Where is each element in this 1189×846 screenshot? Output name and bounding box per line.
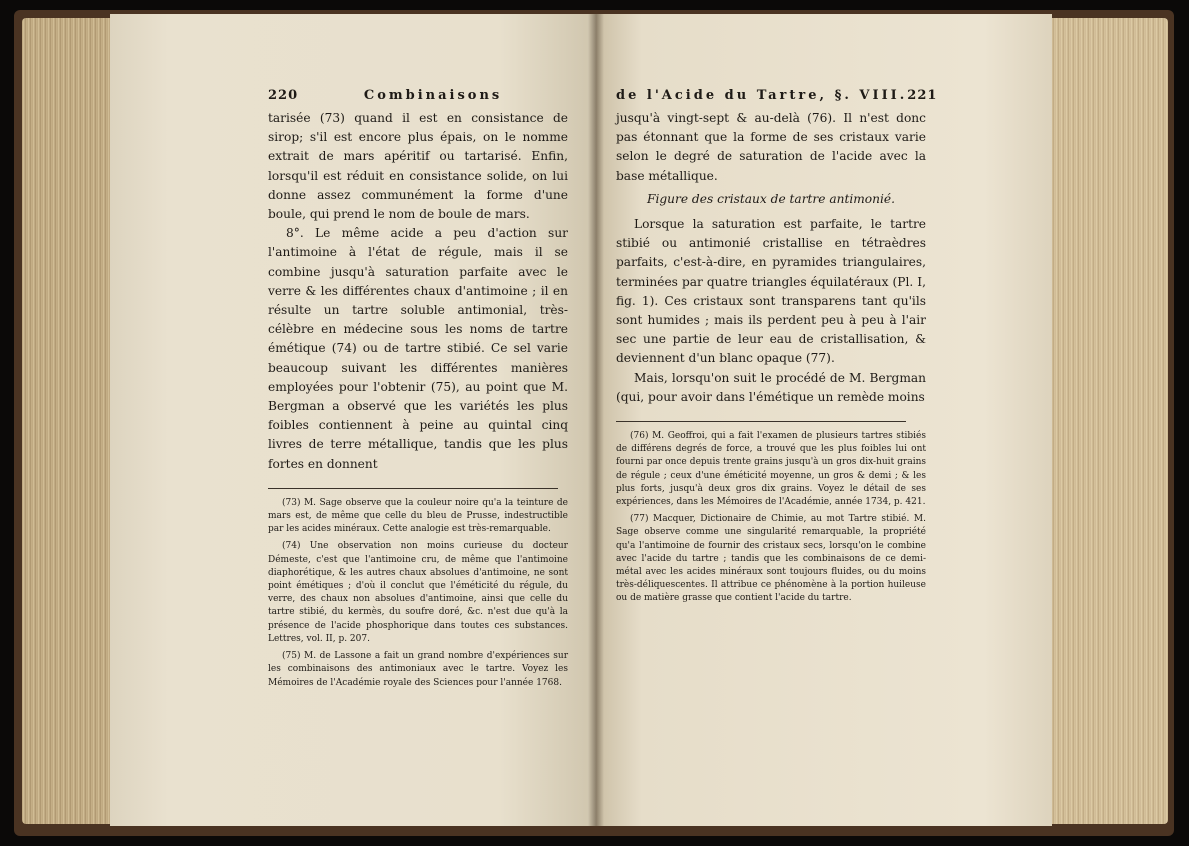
book-gutter: [588, 14, 604, 826]
left-running-head: [268, 88, 568, 103]
left-page-number: 220: [268, 88, 299, 103]
footnote-76: (76) M. Geoffroi, qui a fait l'examen de plusieurs tartres stibiés de différens degrés de force, a trouvé que les plus foibles lui ont fourni par once depuis trente grains jusqu'à un gros dix-huit grains de régule ; ceux d'une éméticité moyenne, un gros & demi ; & les plus forts, jusqu'à deux gros dix grains. Voyez le détail de ses expériences, dans les Mémoires de l'Académie, année 1734, p. 421.: [616, 431, 926, 508]
right-footnotes: [616, 430, 926, 606]
footnote-74: (74) Une observation non moins curieuse du docteur Démeste, c'est que l'antimoine cru, de même que l'antimoine diaphorétique, & les autres chaux absolues d'antimoine, ne sont point émétiques ; d'où il conclut que l'éméticité du régule, du verre, des chaux non absolues d'antimoine, ainsi que celle du tartre stibié, du kermès, du soufre doré, &c. n'est due qu'à la présence de l'acide phosphorique dans toutes ces substances. Lettres, vol. II, p. 207.: [268, 541, 568, 644]
left-footnotes: [268, 497, 568, 690]
right-page-number: 221: [907, 88, 938, 103]
right-running-title: de l'Acide du Tartre, §. VIII.: [616, 88, 908, 103]
right-text-block: [616, 88, 938, 610]
page-edges-left: [22, 18, 117, 824]
right-paragraph-2: Lorsque la saturation est parfaite, le tartre stibié ou antimonié cristallise en tétraèdres parfaits, c'est-à-dire, en pyramides triangulaires, terminées par quatre triangles équilatéraux (Pl. I, fig. 1). Ces cristaux sont transparens tant qu'ils sont humides ; mais ils perdent peu à peu à l'air sec une partie de leur eau de cristallisation, & deviennent d'un blanc opaque (77).: [616, 217, 926, 366]
right-footnote-rule: [616, 421, 906, 422]
left-body: [268, 109, 568, 474]
right-paragraph-1: jusqu'à vingt-sept & au-delà (76). Il n'est donc pas étonnant que la forme de ses cristaux varie selon le degré de saturation de l'acide avec la base métallique.: [616, 111, 926, 183]
left-text-block: [268, 88, 568, 694]
footnote-73: (73) M. Sage observe que la couleur noire qu'a la teinture de mars est, de même que celle du bleu de Prusse, indestructible par les acides minéraux. Cette analogie est très-remarquable.: [268, 497, 568, 535]
footnote-75: (75) M. de Lassone a fait un grand nombre d'expériences sur les combinaisons des antimoniaux avec le tartre. Voyez les Mémoires de l'Académie royale des Sciences pour l'année 1768.: [268, 651, 568, 688]
footnote-77: (77) Macquer, Dictionaire de Chimie, au mot Tartre stibié. M. Sage observe comme une singularité remarquable, la propriété qu'a l'antimoine de fournir des cristaux secs, lorsqu'on le combine avec l'acide du tartre ; tandis que les combinaisons de ce demi-métal avec les acides minéraux sont toujours fluides, ou du moins très-déliquescentes. Il attribue ce phénomène à la portion huileuse ou de matière grasse que contient l'acide du tartre.: [616, 514, 926, 604]
left-paragraph-2: 8°. Le même acide a peu d'action sur l'antimoine à l'état de régule, mais il se combine jusqu'à saturation parfaite avec le verre & les différentes chaux d'antimoine ; il en résulte un tartre soluble antimonial, très-célèbre en médecine sous les noms de tartre émétique (74) ou de tartre stibié. Ce sel varie beaucoup suivant les différentes manières employées pour l'obtenir (75), au point que M. Bergman a observé que les variétés les plus foibles contiennent à peine au quintal cinq livres de terre métallique, tandis que les plus fortes en donnent: [268, 226, 568, 471]
left-running-title: Combinaisons: [363, 88, 503, 103]
left-footnote-rule: [268, 488, 558, 489]
right-page: [596, 14, 1052, 826]
figure-heading: Figure des cristaux de tartre antimonié.: [647, 191, 895, 206]
page-edges-right: [1050, 18, 1168, 824]
left-page: [110, 14, 596, 826]
right-body: [616, 109, 926, 407]
left-paragraph-1: tarisée (73) quand il est en consistance de sirop; s'il est encore plus épais, on le nomme extrait de mars apéritif ou tartarisé. Enfin, lorsqu'il est réduit en consistance solide, on lui donne assez communément la forme d'une boule, qui prend le nom de boule de mars.: [268, 111, 568, 222]
right-paragraph-3: Mais, lorsqu'on suit le procédé de M. Bergman (qui, pour avoir dans l'émétique un remède moins: [616, 370, 926, 404]
right-running-head: [616, 88, 938, 103]
